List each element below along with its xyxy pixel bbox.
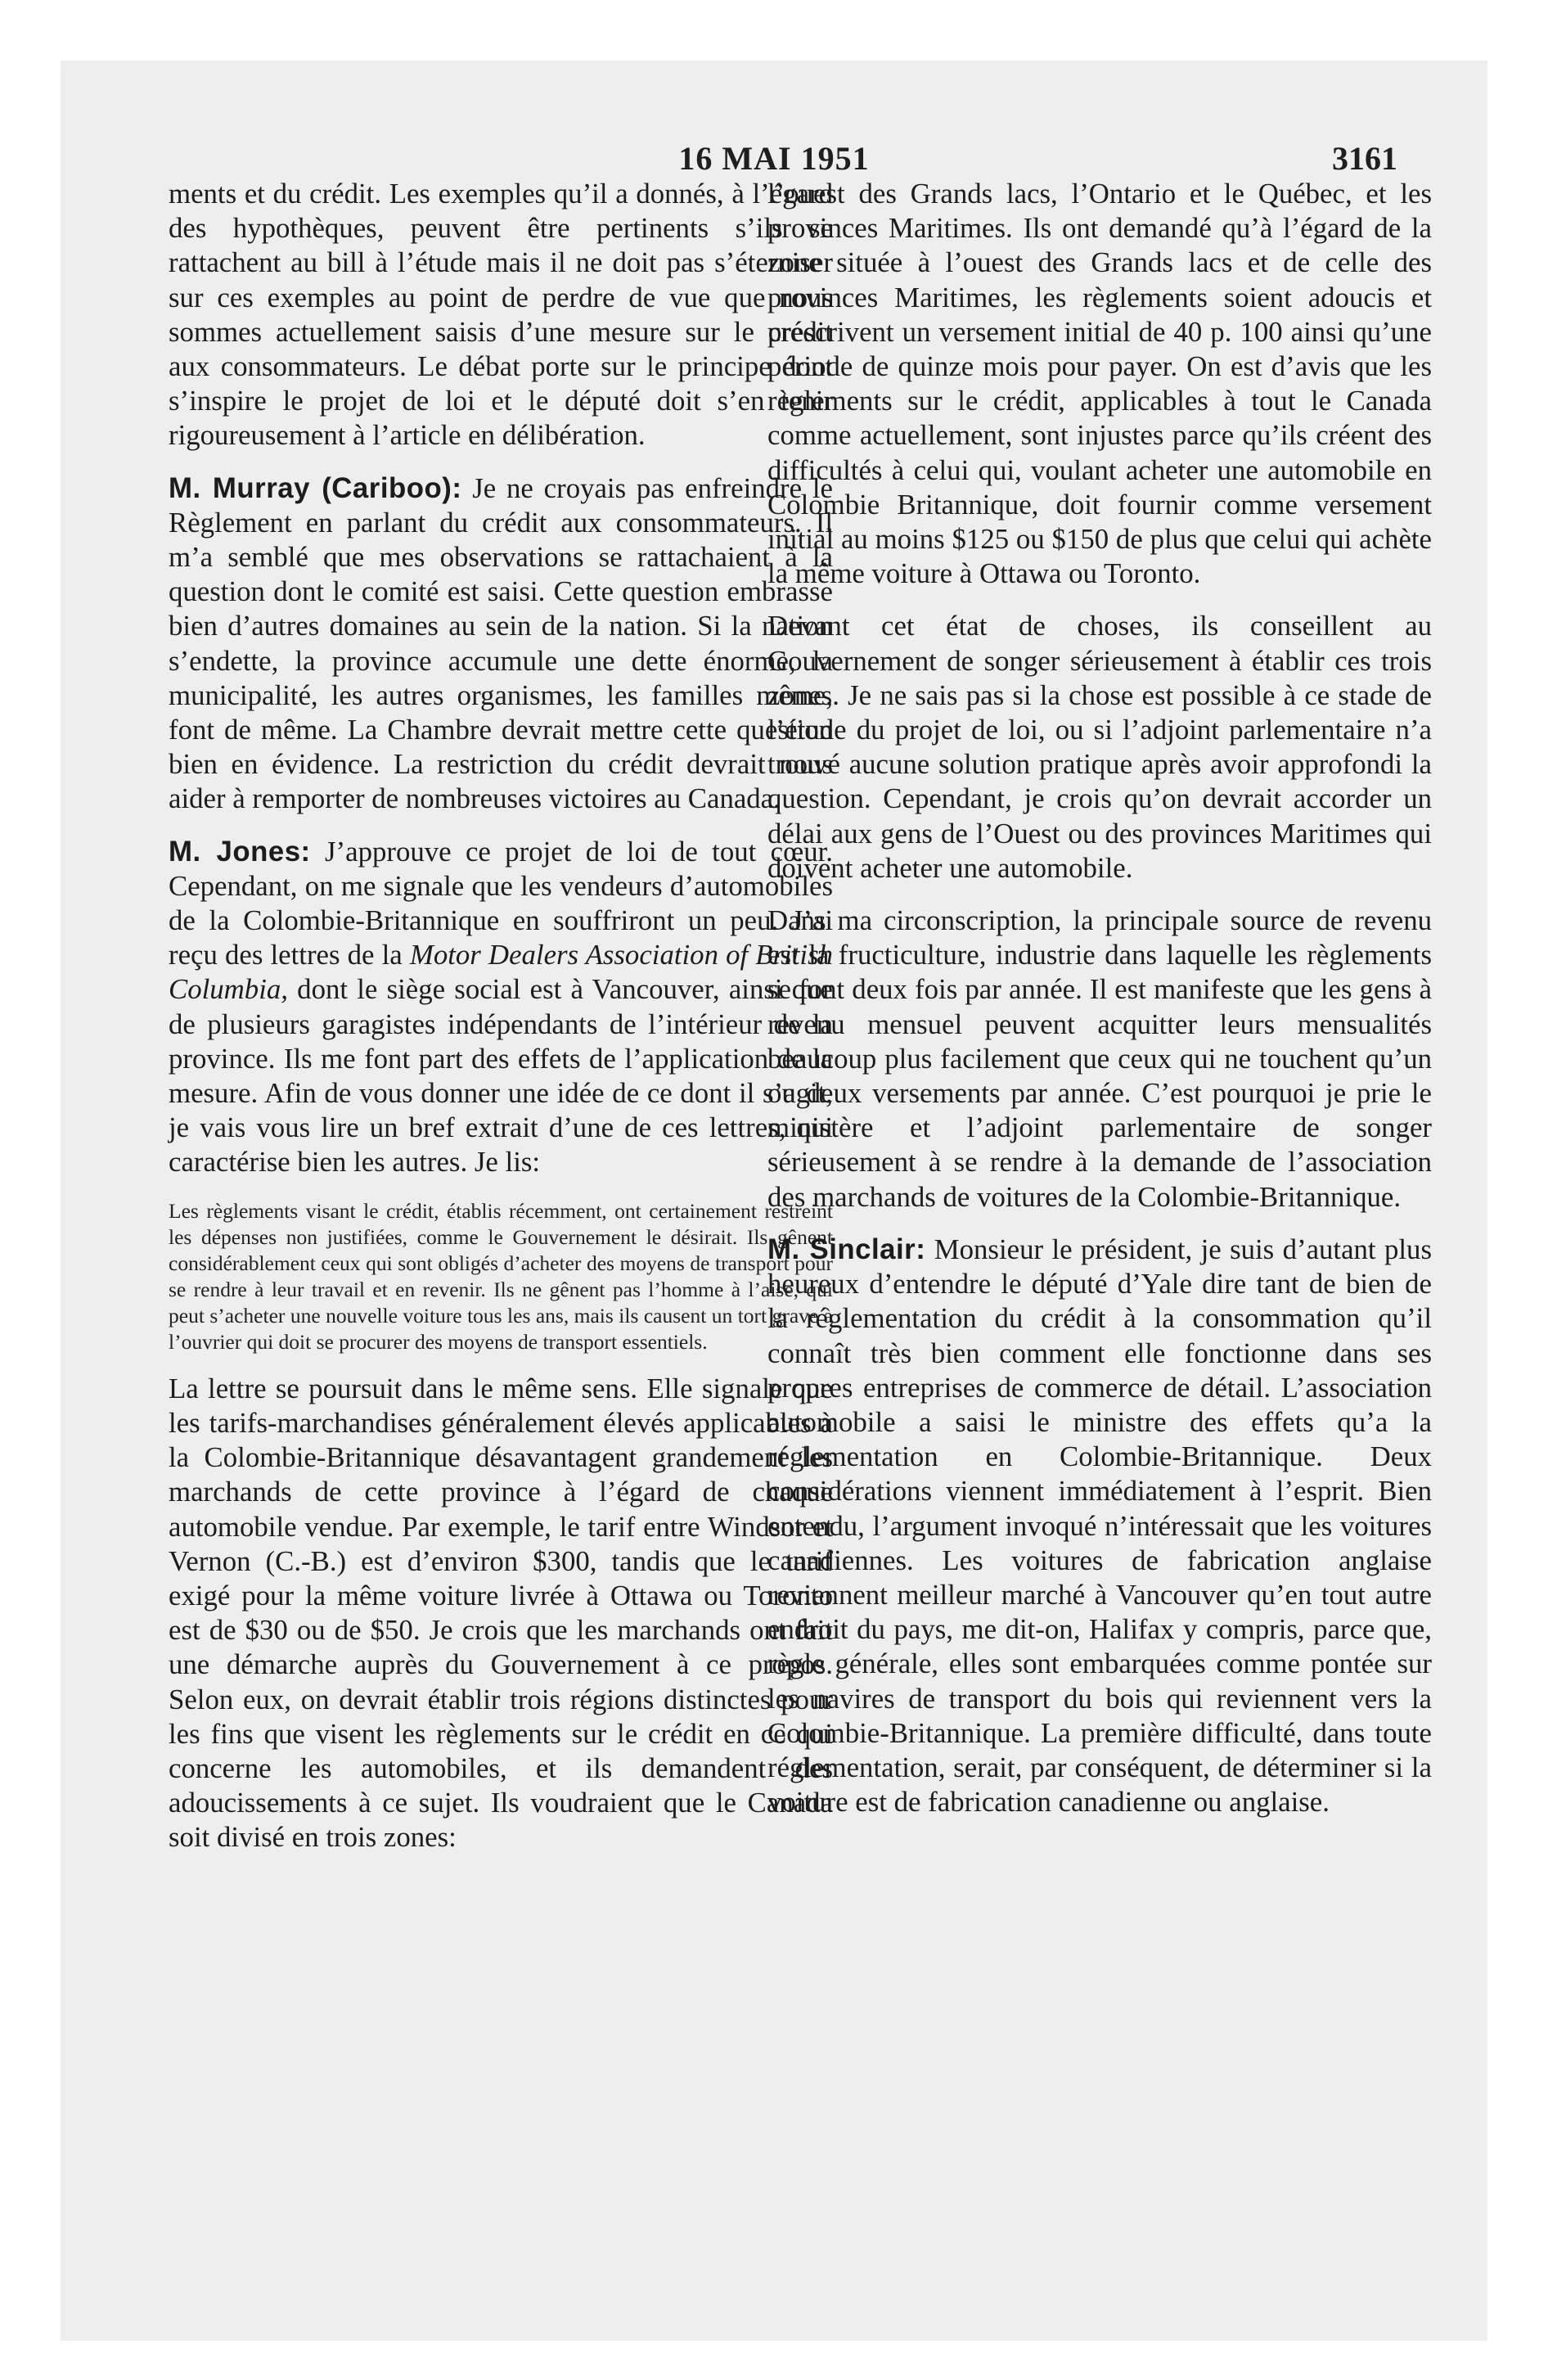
right-paragraph-4 (767, 1233, 1432, 1819)
scanned-page (61, 61, 1487, 2341)
speaker-jones: M. Jones: (169, 835, 311, 868)
left-paragraph-2 (169, 471, 833, 817)
right-paragraph-2: Devant cet état de choses, ils conseillent au Gouvernement de songer sérieusement à établir ces trois zones. Je ne sais pas si la chose est possible à ce stade de l’étude du projet de loi, ou si l’adjoint parlementaire n’a trouvé aucune solution pratique après avoir approfondi la question. Cependant, je crois qu’on devrait accorder un délai aux gens de l’Ouest ou des provinces Maritimes qui doivent acheter une automobile. (767, 610, 1432, 884)
left-column (169, 177, 833, 1873)
page-number: 3161 (1332, 140, 1397, 177)
right-paragraph-1: l’ouest des Grands lacs, l’Ontario et le Québec, et les provinces Maritimes. Ils ont demandé qu’à l’égard de la zone située à l’ouest des Grands lacs et de celle des provinces Maritimes, les règlements soient adoucis et prescrivent un versement initial de 40 p. 100 ainsi qu’une période de quinze mois pour payer. On est d’avis que les règlements sur le crédit, applicables à tout le Canada comme actuellement, sont injustes parce qu’ils créent des difficultés à celui qui, voulant acheter une automobile en Colombie Britannique, doit fournir comme versement initial au moins $125 ou $150 de plus que celui qui achète la même voiture à Ottawa ou Toronto. (767, 178, 1432, 590)
speaker-murray: M. Murray (Cariboo): (169, 471, 462, 504)
right-paragraph-3: Dans ma circonscription, la principale source de revenu est la fructiculture, industrie dans laquelle les règlements se font deux fois par année. Il est manifeste que les gens à revenu mensuel peuvent acquitter leurs mensualités beaucoup plus facilement que ceux qui ne touchent qu’un ou deux versements par année. C’est pourquoi je prie le ministère et l’adjoint parlementaire de songer sérieusement à se rendre à la demande de l’association des marchands de voitures de la Colombie-Britannique. (767, 904, 1432, 1213)
jones-text-a: J’approuve ce projet de loi de tout cœur. Cependant, on me signale que les vendeurs d’automobiles de la Colombie-Britannique en souffriront un peu. J’ai reçu des lettres de la (169, 835, 833, 971)
left-paragraph-3 (169, 835, 833, 1180)
murray-text: Je ne croyais pas enfreindre le Règlement en parlant du crédit aux consommateurs. Il m’a semblé que mes observations se rattachaient à la question dont le comité est saisi. Cette question embrasse bien d’autres domaines au sein de la nation. Si la nation s’endette, la province accumule une dette énorme, la municipalité, les autres organismes, les familles même, font de même. La Chambre devrait mettre cette question bien en évidence. La restriction du crédit devrait nous aider à remporter de nombreuses victoires au Canada. (169, 471, 833, 815)
right-column (767, 177, 1432, 1837)
page-date: 16 MAI 1951 (678, 140, 870, 177)
speaker-sinclair: M. Sinclair: (767, 1233, 926, 1265)
association-name: Motor Dealers Association of British Columbia, (169, 939, 834, 1006)
letter-quote: Les règlements visant le crédit, établis récemment, ont certainement restreint les dépenses non justifiées, comme le Gouvernement le désirait. Ils gênent considérablement ceux qui sont obligés d’acheter des moyens de transport pour se rendre à leur travail et en revenir. Ils ne gênent pas l’homme à l’aise, qui peut s’acheter une nouvelle voiture tous les ans, mais ils causent un tort grave à l’ouvrier qui doit se procurer des moyens de transport essentiels. (169, 1198, 833, 1354)
left-paragraph-1: ments et du crédit. Les exemples qu’il a donnés, à l’égard des hypothèques, peuvent être pertinents s’ils se rattachent au bill à l’étude mais il ne doit pas s’éterniser sur ces exemples au point de perdre de vue que nous sommes actuellement saisis d’une mesure sur le crédit aux consommateurs. Le débat porte sur le principe dont s’inspire le projet de loi et le député doit s’en tenir rigoureusement à l’article en délibération. (169, 178, 833, 452)
left-paragraph-4: La lettre se poursuit dans le même sens. Elle signale que les tarifs-marchandises généralement élevés applicables à la Colombie-Britannique désavantagent grandement les marchands de cette province à l’égard de chaque automobile vendue. Par exemple, le tarif entre Windsor et Vernon (C.-B.) est d’environ $300, tandis que le tarif exigé pour la même voiture livrée à Ottawa ou Toronto est de $30 ou de $50. Je crois que les marchands ont fait une démarche auprès du Gouvernement à ce propos. Selon eux, on devrait établir trois régions distinctes pour les fins que visent les règlements sur le crédit en ce qui concerne les automobiles, et ils demandent des adoucissements à ce sujet. Ils voudraient que le Canada soit divisé en trois zones: (169, 1372, 833, 1854)
jones-text-b: dont le siège social est à Vancouver, ainsi que de plusieurs garagistes indépendants de l’intérieur de la province. Ils me font part des effets de l’application de la mesure. Afin de vous donner une idée de ce dont il s’agit, je vais vous lire un bref extrait d’une de ces lettres, qui caractérise bien les autres. Je lis: (169, 973, 833, 1179)
sinclair-text: Monsieur le président, je suis d’autant plus heureux d’entendre le député d’Yale dire tant de bien de la réglementation du crédit à la consommation qu’il connaît très bien comment elle fonctionne dans ses propres entreprises de commerce de détail. L’association automobile a saisi le ministre des effets qu’a la réglementation en Colombie-Britannique. Deux considérations viennent immédiatement à l’esprit. Bien entendu, l’argument invoqué n’intéressait que les voitures canadiennes. Les voitures de fabrication anglaise reviennent meilleur marché à Vancouver qu’en tout autre endroit du pays, me dit-on, Halifax y compris, parce que, règle générale, elles sont embarquées comme pontée sur les navires de transport du bois qui reviennent vers la Colombie-Britannique. La première difficulté, dans toute réglementation, serait, par conséquent, de déterminer si la voiture est de fabrication canadienne ou anglaise. (767, 1233, 1432, 1819)
